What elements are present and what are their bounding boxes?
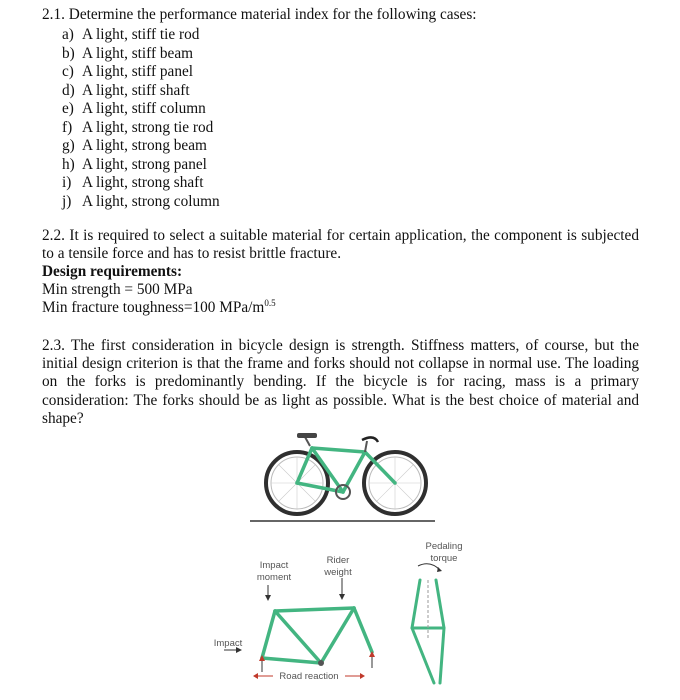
rider-weight-label-1: Rider — [326, 555, 350, 566]
pedaling-torque-label-2: torque — [430, 553, 458, 564]
road-reaction-right-arrowhead — [360, 673, 365, 679]
force-arrows — [224, 578, 372, 672]
list-letter: a) — [62, 26, 74, 43]
stem — [365, 441, 367, 452]
list-letter: d) — [62, 81, 75, 99]
rider-weight-label-2: weight — [324, 567, 352, 578]
list-letter: f) — [62, 118, 73, 136]
force-diagram — [214, 541, 463, 683]
rider-weight-arrowhead — [339, 594, 345, 600]
list-text: A light, stiff panel — [82, 63, 194, 80]
road-reaction-front-arrowhead — [369, 651, 375, 657]
min-toughness-text: Min fracture toughness=100 MPa/m — [42, 299, 265, 316]
impact-moment-label-2: moment — [256, 572, 292, 583]
list-text: A light, strong beam — [82, 137, 207, 154]
list-letter: j) — [62, 192, 72, 210]
design-requirements-heading: Design requirements: — [42, 263, 183, 280]
question-2-1-heading: 2.1. Determine the performance material index for the following cases: — [42, 6, 477, 23]
toughness-exponent: 0.5 — [264, 298, 276, 308]
question-2-3-text: 2.3. The first consideration in bicycle design is strength. Stiffness matters, of course, but the initial design criterion is that the frame and forks should not collapse in normal use. The loading on the forks is predominantly bending. If the bicycle is for racing, mass is a primary consideration: The forks should be as light as possible. What is the best choice of material and shape? — [42, 337, 639, 427]
list-text: A light, stiff tie rod — [82, 26, 200, 43]
saddle — [297, 433, 317, 438]
list-text: A light, strong shaft — [82, 174, 204, 191]
impact-moment-arrowhead — [265, 595, 271, 601]
list-letter: e) — [62, 100, 74, 117]
road-reaction-left-arrowhead — [253, 673, 258, 679]
min-strength: Min strength = 500 MPa — [42, 281, 193, 298]
pedaling-torque-label-1: Pedaling — [425, 541, 463, 552]
impact-moment-label-1: Impact — [259, 560, 289, 571]
impact-label: Impact — [213, 638, 243, 649]
list-letter: i) — [62, 174, 72, 191]
list-text: A light, stiff beam — [82, 44, 194, 62]
list-letter: b) — [62, 44, 75, 62]
list-text: A light, strong tie rod — [82, 118, 214, 136]
question-2-2-text: 2.2. It is required to select a suitable material for certain application, the component is subjected to a tensile force and has to resist brittle fracture. — [42, 227, 639, 263]
list-letter: c) — [62, 63, 74, 80]
road-reaction-label: Road reaction — [279, 671, 339, 682]
bottom-bracket — [318, 660, 324, 666]
list-text: A light, strong column — [82, 192, 220, 210]
list-text: A light, stiff shaft — [82, 81, 190, 99]
frame-diagram — [262, 608, 372, 663]
list-letter: g) — [62, 137, 75, 154]
bicycle-illustration — [250, 433, 435, 521]
list-text: A light, strong panel — [82, 155, 207, 173]
torque-arc — [418, 564, 440, 570]
list-text: A light, stiff column — [82, 100, 206, 117]
list-letter: h) — [62, 155, 75, 173]
seat-post — [305, 437, 310, 446]
handlebar — [362, 437, 378, 442]
